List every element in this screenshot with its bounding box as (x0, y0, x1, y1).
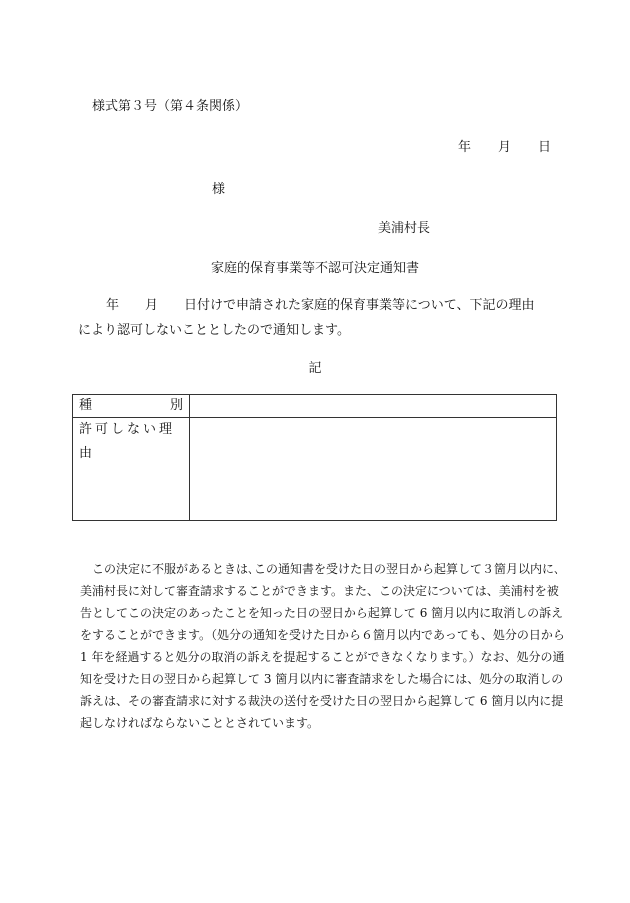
body-line-2: により認可しないこととしたので通知します。 (78, 323, 350, 338)
info-table (72, 394, 557, 521)
issuer: 美浦村長 (378, 221, 431, 236)
body-text (78, 293, 558, 343)
date-line (458, 136, 551, 155)
date-day: 日 (538, 140, 552, 155)
table-row (73, 418, 557, 521)
document-title: 家庭的保育事業等不認可決定通知書 (210, 261, 419, 276)
body-line-1-rest: 日付けで申請された家庭的保育事業等について、下記の理由 (184, 298, 535, 313)
date-year: 年 (458, 140, 472, 155)
ki-heading: 記 (308, 361, 322, 376)
kind-label-b: 別 (169, 398, 183, 413)
reason-value-cell (190, 418, 557, 521)
kind-label-cell (73, 395, 190, 418)
date-month: 月 (498, 140, 512, 155)
form-number: 様式第３号（第４条関係） (92, 99, 249, 114)
body-line-1 (78, 293, 558, 318)
kind-value-cell (190, 395, 557, 418)
notice-line: 知を受けた日の翌日から起算して 3 箇月以内に審査請求をした場合には、処分の取消しの (80, 672, 564, 686)
reason-label-cell (73, 418, 190, 521)
body-year: 年 (106, 298, 120, 313)
appeal-notice (80, 558, 565, 734)
kind-label-a: 種 (79, 398, 93, 413)
notice-line: 訴えは、その審査請求に対する裁決の送付を受けた日の翌日から起算して 6 箇月以内に提 (80, 694, 564, 708)
notice-line: 告としてこの決定のあったことを知った日の翌日から起算して 6 箇月以内に取消しの訴え (80, 606, 564, 620)
notice-line: 1 年を経過すると処分の取消の訴えを提起することができなくなります。）なお、処分の通 (80, 650, 565, 664)
notice-line: 起しなければならないこととされています。 (80, 716, 320, 730)
notice-line: この決定に不服があるときは､この通知書を受けた日の翌日から起算して３箇月以内に､ (92, 562, 561, 576)
table-row (73, 395, 557, 418)
notice-line: 美浦村長に対して審査請求することができます。また、この決定については、美浦村を被 (80, 584, 559, 598)
reason-label: 許可しない理由 (79, 422, 176, 461)
body-month: 月 (145, 298, 159, 313)
addressee: 様 (212, 182, 226, 197)
notice-line: をすることができます。（処分の通知を受けた日から６箇月以内であっても、処分の日から (80, 628, 565, 642)
